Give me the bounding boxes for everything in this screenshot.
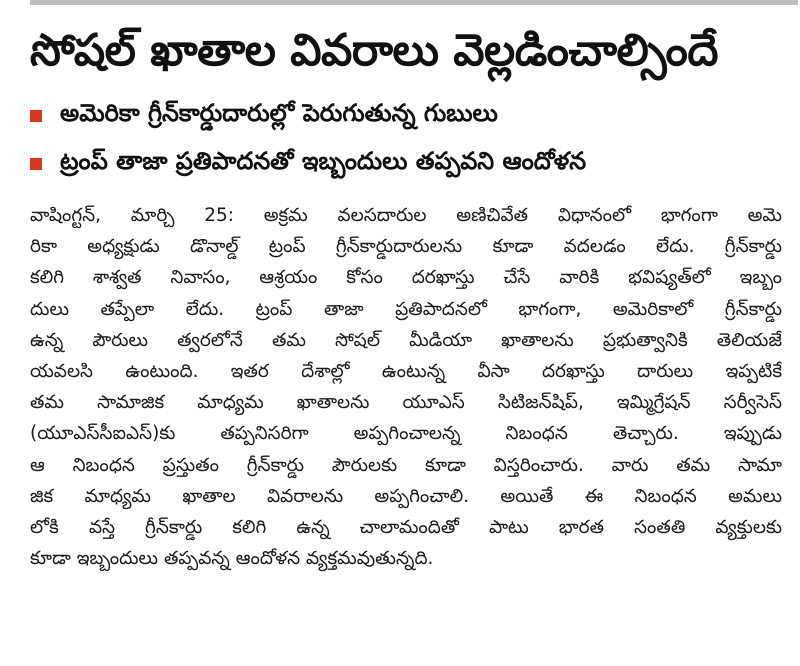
body-line: వాషింగ్టన్, మార్చి 25: అక్రమ వలసదారుల అణిచివేత విధానంలో భాగంగా అమె xyxy=(30,205,782,226)
subhead-text: ట్రంప్ తాజా ప్రతిపాదనతో ఇబ్బందులు తప్పవని ఆందోళన xyxy=(60,147,587,175)
subhead-text: అమెరికా గ్రీన్‌కార్డుదారుల్లో పెరుగుతున్న గుబులు xyxy=(60,99,498,127)
body-line: లోకి వస్తే గ్రీన్‌కార్డు కలిగి ఉన్న చాలామందితో పాటు భారత సంతతి వ్యక్తులకు xyxy=(30,517,782,539)
body-line: కూడా ఇబ్బందులు తప్పవన్న ఆందోళన వ్యక్తమవుతున్నది. xyxy=(30,548,434,570)
body-line: ఆ నిబంధన ప్రస్తుతం గ్రీన్‌కార్డు పౌరులకు కూడా విస్తరించారు. వారు తమ సామా xyxy=(30,454,782,476)
body-line: తమ సామాజిక మాధ్యమ ఖాతాలను యూఎస్ సిటిజన్‌షిప్, ఇమ్మిగ్రేషన్ సర్వీసెస్ xyxy=(30,392,782,414)
body-line: జిక మాధ్యమ ఖాతాల వివరాలను అప్పగించాలి. అయితే ఈ నిబంధన అమలు xyxy=(30,485,782,507)
body-line: యవలసి ఉంటుంది. ఇతర దేశాల్లో ఉంటున్న వీసా దరఖాస్తు దారులు ఇప్పటికే xyxy=(30,361,782,383)
body-line: కలిగి శాశ్వత నివాసం, ఆశ్రయం కోసం దరఖాస్తు చేసే వారికి భవిష్యత్‌లో ఇబ్బం xyxy=(30,267,782,289)
red-square-bullet-icon xyxy=(30,110,42,122)
article-headline: సోషల్ ఖాతాల వివరాలు వెల్లడించాల్సిందే xyxy=(30,25,718,76)
body-line: (యూఎస్‌సీఐఎస్)కు తప్పనిసరిగా అప్పగించాలన్న నిబంధన తెచ్చారు. ఇప్పుడు xyxy=(30,423,782,445)
body-line: రికా అధ్యక్షుడు డొనాల్డ్ ట్రంప్ గ్రీన్‌కార్డుదారులను కూడా వదలడం లేదు. గ్రీన్‌కార్డు xyxy=(30,236,782,258)
article-body xyxy=(30,200,782,574)
subhead-list xyxy=(30,92,790,188)
red-square-bullet-icon xyxy=(30,158,42,170)
body-line: దులు తప్పేలా లేదు. ట్రంప్ తాజా ప్రతిపాదనలో భాగంగా, అమెరికాలో గ్రీన్‌కార్డు xyxy=(30,298,782,320)
subhead-item xyxy=(30,140,790,188)
top-rule xyxy=(30,0,798,5)
subhead-item xyxy=(30,92,790,140)
body-line: ఉన్న పౌరులు త్వరలోనే తమ సోషల్ మీడియా ఖాతాలను ప్రభుత్వానికి తెలియజే xyxy=(30,329,782,351)
